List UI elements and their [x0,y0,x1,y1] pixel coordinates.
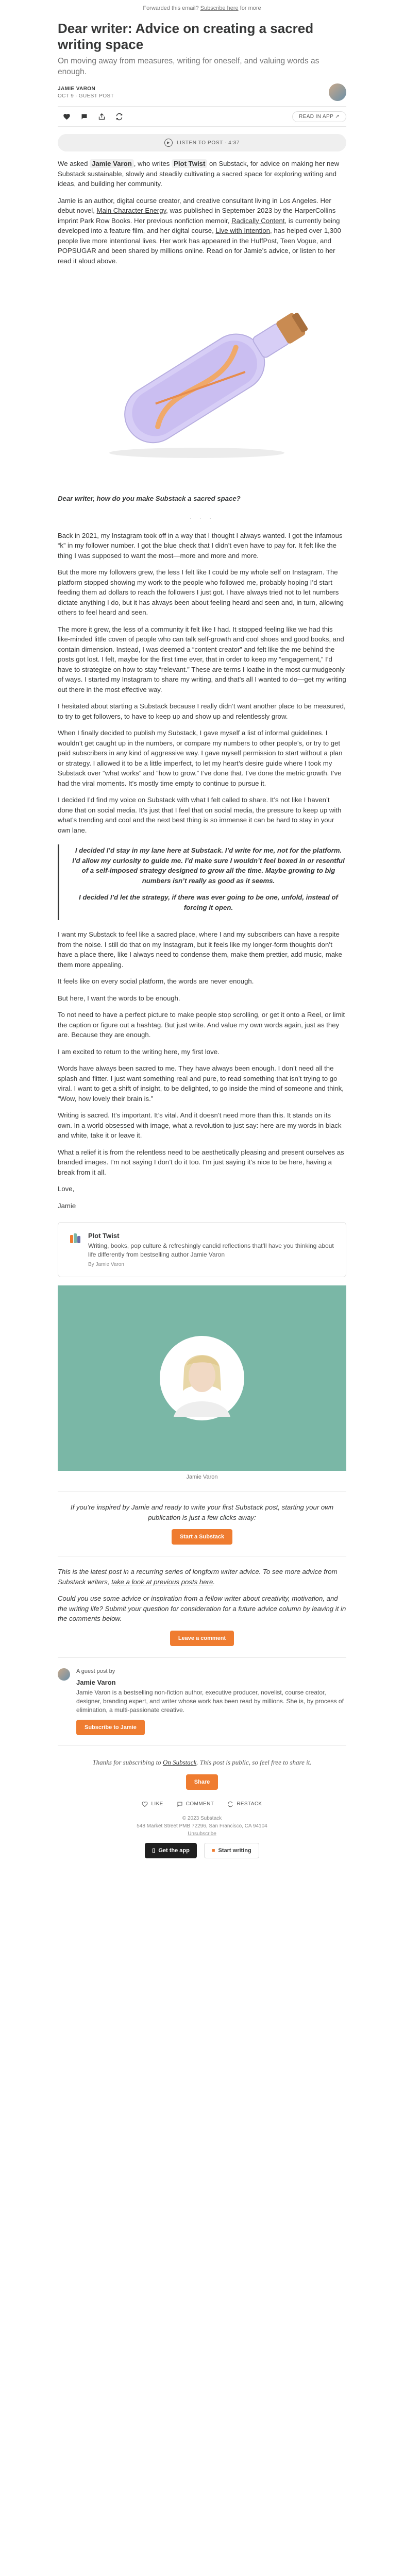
card-description: Writing, books, pop culture & refreshingly candid reflections that’ll have you thinking about life differently from bestselling author Jamie Varon [88,1242,334,1258]
footer-like-button[interactable]: LIKE [142,1801,163,1807]
footer-comment-button[interactable]: COMMENT [177,1801,214,1807]
share-post-button[interactable]: Share [186,1774,218,1790]
link-live-with-intention[interactable]: Live with Intention [215,227,271,234]
subscribe-link[interactable]: Subscribe here [200,5,239,11]
author-row [58,83,346,101]
guest-avatar[interactable] [58,1668,70,1681]
heart-icon [142,1801,148,1807]
start-writing-button[interactable]: ■ Start writing [204,1843,259,1858]
body-paragraph: Words have always been sacred to me. They have always been enough. I don’t need all the splash and flitter. I just want something real and pure, to read something that isn’t trying to go viral. I want to get a shift of insight, to be delighted, to go inside the mind of someone and think, “Wow, how lovely their brain is.” [58,1064,344,1103]
guest-bio: Jamie Varon is a bestselling non-fiction author, executive producer, novelist, course creator, designer, branding expert, and writer whose work has been read by millions. She is, by process of elimination, a multi-passionate creative. [76,1688,344,1714]
comment-icon [177,1801,183,1807]
divider [58,1745,346,1746]
card-byline: By Jamie Varon [88,1262,124,1267]
start-substack-button[interactable]: Start a Substack [172,1529,232,1545]
link-main-character-energy[interactable]: Main Character Energy [96,207,166,214]
author-avatar[interactable] [329,83,346,101]
read-in-app-button[interactable]: READ IN APP ↗ [292,111,346,122]
listen-button[interactable]: ▶ LISTEN TO POST · 4:37 [58,134,346,151]
link-radically-content[interactable]: Radically Content [231,216,285,225]
phone-icon: ▯ [152,1848,156,1854]
mention-jamie-varon[interactable]: Jamie Varon [90,159,134,168]
card-title: Plot Twist [88,1232,120,1240]
question-heading: Dear writer, how do you make Substack a sacred space? [58,495,241,502]
quote-text: I decided I’d let the strategy, if there was ever going to be one, unfold, instead of forcing it open. [79,893,338,911]
cta-text: If you’re inspired by Jamie and ready to write your first Substack post, starting your own publication is just a few clicks away: [70,1503,334,1521]
footer-buttons [58,1843,346,1858]
substack-logo-icon: ■ [211,1847,215,1854]
quote-text: I decided I’d stay in my lane here at Substack. I’d write for me, not for the platform. I’d allow my curiosity to guide me. I’d make sure I wouldn’t feel boxed in or resentful of a self-imposed strategy designed to grow all the time. Maybe growing to big numbers isn’t really as good as it seems. [72,846,345,885]
post-title[interactable]: Dear writer: Advice on creating a sacred writing space [58,21,314,52]
footer-info [58,1815,346,1838]
intro-paragraph-1: We asked Jamie Varon , who writes Plot Twist on Substack, for advice on making her new Substack sustainable, slowly and steadily cultivating a sacred space for exploring writing and ideas, and building her community. [58,160,340,188]
photo-caption: Jamie Varon [186,1474,218,1480]
body-paragraph: To not need to have a perfect picture to make people stop scrolling, or get it onto a Reel, or limit the caption or figure out a hashtag. But just write. And value my own words again, just as they are. Because they are enough. [58,1011,345,1039]
portrait-image [158,1334,246,1422]
address: 548 Market Street PMB 72296, San Francisco, CA 94104 [137,1823,267,1829]
sign-off: Love, [58,1185,75,1193]
mention-plot-twist[interactable]: Plot Twist [172,159,207,168]
like-button[interactable] [58,110,75,123]
comment-button[interactable] [75,110,93,123]
footer-action-bar [58,1801,346,1807]
body-paragraph: I hesitated about starting a Substack because I really didn’t want another place to be measured, to try to get followers, to have to keep up and show up and relentlessly grow. [58,702,346,720]
previous-posts-link[interactable]: take a look at previous posts here [111,1578,213,1586]
body-paragraph: It feels like on every social platform, the words are never enough. [58,977,254,985]
guest-author-section [58,1668,346,1735]
body-paragraph: I decided I’d find my voice on Substack with what I felt called to share. It’s not like I haven’t done that on social media. It’s just that I feel that on social media, the pressure to keep up with what’s trending and cool and the next best thing is so immense it can be hard to stay in your own lane. [58,796,342,834]
signature: Jamie [58,1201,76,1210]
body-paragraph: I am excited to return to the writing here, my first love. [58,1047,220,1056]
restack-button[interactable] [110,110,128,123]
restack-icon [115,113,123,121]
intro-paragraph-2: Jamie is an author, digital course creator, and creative consultant living in Los Angeles. Her debut novel, Main Character Energy, was published in September 2023 by the HarperCollins imprint Park Row Books. Her previous nonfiction memoir, Radically Content, is currently being developed into a feature film, and her digital course, Live with Intention, has helped over 1,300 people live more intentional lives. Her work has appeared in the HuffPost, Teen Vogue, and POPSUGAR and been shared by millions online. Read on for Jamie’s advice, or listen to her read it aloud above. [58,196,341,265]
body-paragraph: I want my Substack to feel like a sacred place, where I and my subscribers can have a respite from the noise. I still do that on my Instagram, but it feels like my longer-form thoughts don’t have a place there, like I always need to condense them, make them prettier, add music, make them more appealing. [58,930,342,969]
body-paragraph: But the more my followers grew, the less I felt like I could be my whole self on Instagram. The platform stopped showing my work to the people who followed me, probably hoping I’d start feeding them ad dollars to reach the followers I just got. I have always tried not to let numbers dictate anything I do, but it has always been about feeling heard and seen and, in turn, allowing others to feel heard and seen. [58,568,344,616]
post-subtitle: On moving away from measures, writing for oneself, and valuing words as enough. [58,57,319,76]
heart-icon [63,113,71,120]
unsubscribe-link[interactable]: Unsubscribe [188,1831,216,1837]
divider [58,1657,346,1658]
body-paragraph: Writing is sacred. It’s important. It’s vital. And it doesn’t need more than this. It stands on its own. In a world obsessed with image, what a revolution to just say: here are my words in black and white, take it or leave it. [58,1111,342,1139]
leave-comment-button[interactable]: Leave a comment [170,1631,234,1646]
plot-twist-logo-icon [69,1232,82,1245]
share-button[interactable] [93,110,110,123]
series-note: This is the latest post in a recurring series of longform writer advice. To see more advice from Substack writers, take a look at previous posts here. [58,1568,338,1586]
play-icon: ▶ [164,139,173,147]
footer-restack-button[interactable]: RESTACK [227,1801,262,1807]
external-link-icon: ↗ [335,113,340,120]
post-meta: OCT 9 ∙ GUEST POST [58,93,114,99]
pull-quote [58,844,346,920]
subscribe-jamie-button[interactable]: Subscribe to Jamie [76,1720,145,1735]
copyright: © 2023 Substack [182,1815,222,1821]
guest-label: A guest post by [76,1668,115,1674]
bottle-illustration [58,278,346,473]
section-divider: · · · [189,514,215,521]
guest-name[interactable]: Jamie Varon [76,1678,116,1686]
share-icon [98,113,106,121]
author-name[interactable]: JAMIE VARON [58,86,96,92]
get-app-button[interactable]: ▯ Get the app [145,1843,197,1858]
comment-icon [80,113,88,121]
body-paragraph: What a relief it is from the relentless need to be aesthetically pleasing and present ourselves as branded images. I’m not saying I don’t do it too. I’m just saying it’s nice to be here, having a break from it all. [58,1148,344,1176]
body-paragraph: When I finally decided to publish my Substack, I gave myself a list of informal guidelines. I wouldn’t get caught up in the numbers, or compare my numbers to other people’s, or try to get paid subscribers in any kind of aggressive way. I gave myself permission to start without a plan or strategy. I allowed it to be a little imperfect, to let my heart’s desire guide where I took my Substack over “what works” and “how to grow.” I’ve done that. I’ve done the metric growth. I’ve had the viral moments. It’s mostly time empty to continue to pursue it. [58,729,343,787]
on-substack-link[interactable]: On Substack [162,1758,197,1766]
action-bar [58,106,346,127]
body-paragraph: Back in 2021, my Instagram took off in a way that I thought I always wanted. I got the infamous “k” in my follower number. I got the blue check that I didn’t even have to pay for. It felt like the thing I was supposed to want the most—more and more and more. [58,531,343,560]
author-photo[interactable] [58,1285,346,1471]
submit-question-note: Could you use some advice or inspiration from a fellow writer about creativity, motivation, and the writing life? Submit your question for consideration for a future advice column by leaving it in the comments below. [58,1595,346,1622]
body-paragraph: But here, I want the words to be enough. [58,994,180,1002]
publication-embed-card[interactable] [58,1222,346,1277]
restack-icon [227,1801,233,1807]
body-paragraph: The more it grew, the less of a community it felt like I had. It stopped feeling like we had this like-minded little coven of people who can talk self-growth and cool shoes and good books, and contain dimension. Instead, I was deemed a “content creator” and felt like the me behind the posts got lost. I felt, maybe for the first time ever, that in order to keep my “engagement,” I’d have to strategize on how to stay “relevant.” These are terms I loathe in the most curmudgeonly of ways. I started my Instagram to share my writing, and that’s all I wanted to do—get my writing out there in the most effective way. [58,625,346,693]
thanks-note: Thanks for subscribing to On Substack. This post is public, so feel free to share it. [92,1758,312,1766]
forward-note: Forwarded this email? Subscribe here for more [143,5,261,11]
